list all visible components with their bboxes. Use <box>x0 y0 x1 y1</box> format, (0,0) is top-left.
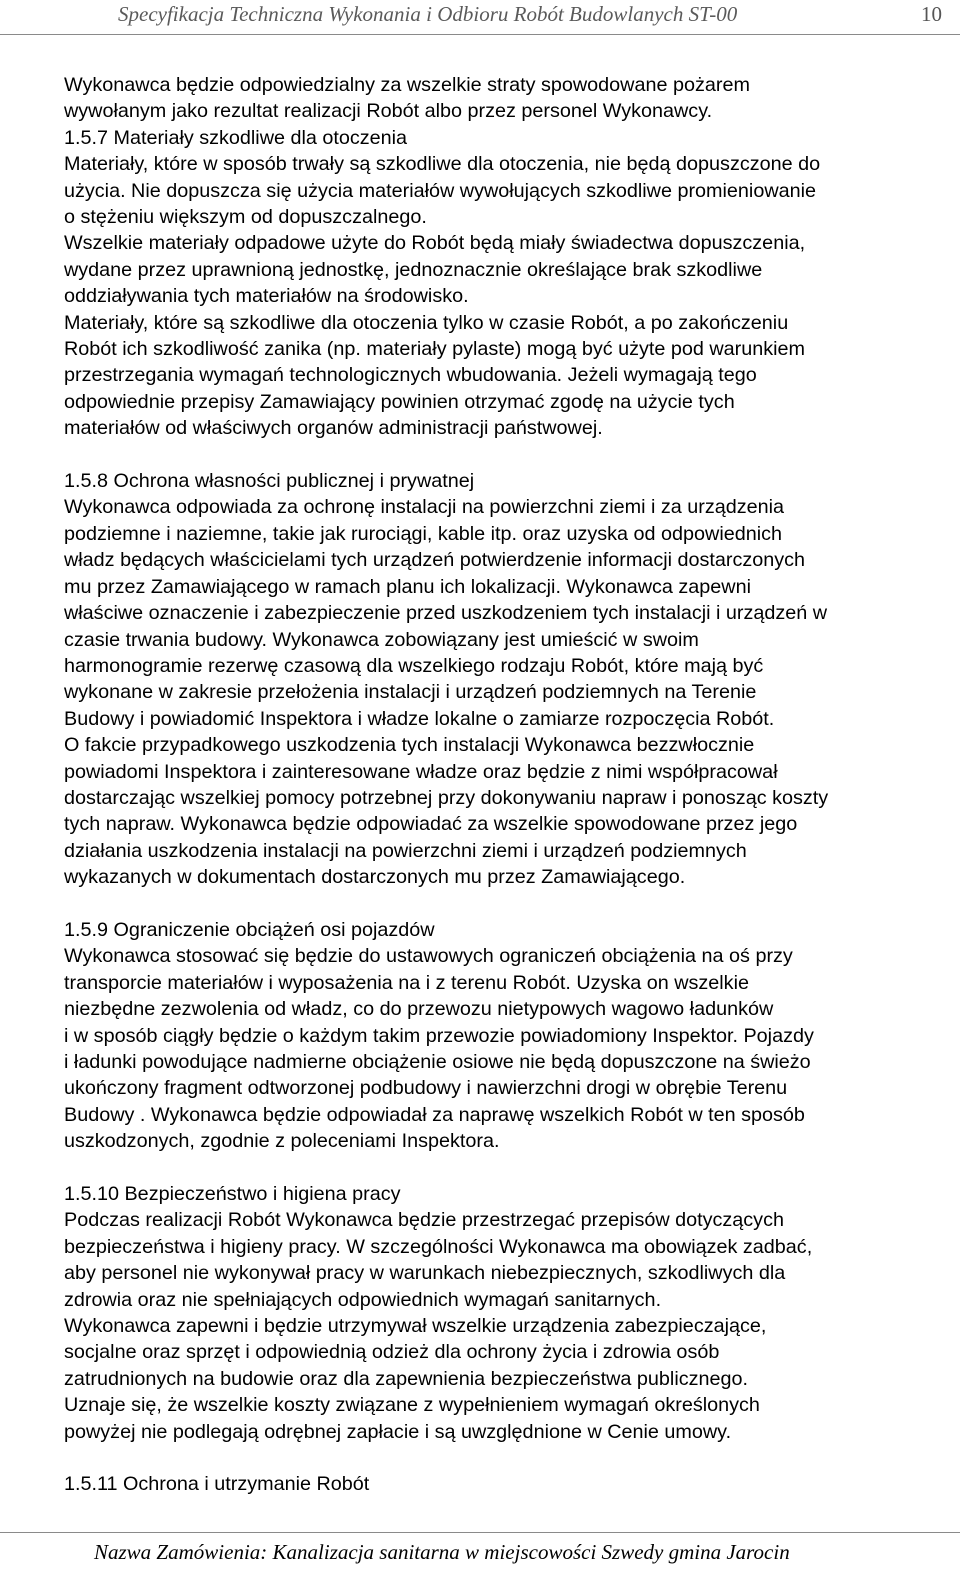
paragraph-line: Uznaje się, że wszelkie koszty związane z wypełnieniem wymagań określonych <box>64 1394 760 1417</box>
paragraph-spacer <box>64 891 958 917</box>
paragraph-line: powiadomi Inspektora i zainteresowane władze oraz będzie z nimi współpracował <box>64 760 778 783</box>
paragraph-line: ukończony fragment odtworzonej podbudowy i nawierzchni drogi w obrębie Terenu <box>64 1077 788 1100</box>
section-1-5-11 <box>64 1471 958 1497</box>
paragraph-line: Wszelkie materiały odpadowe użyte do Robót będą miały świadectwa dopuszczenia, <box>64 232 806 255</box>
paragraph-line: oddziaływania tych materiałów na środowisko. <box>64 285 469 308</box>
paragraph-line: Wykonawca odpowiada za ochronę instalacji na powierzchni ziemi i za urządzenia <box>64 496 785 519</box>
paragraph-line: powyżej nie podlegają odrębnej zapłacie i są uwzględnione w Cenie umowy. <box>64 1420 732 1443</box>
order-name: Nazwa Zamówienia: Kanalizacja sanitarna w miejscowości Szwedy gmina Jarocin <box>94 1540 790 1564</box>
page-number: 10 <box>921 2 942 26</box>
paragraph-line: i w sposób ciągły będzie o każdym takim przewozie powiadomiony Inspektor. Pojazdy <box>64 1024 814 1047</box>
paragraph-line: przestrzegania wymagań technologicznych wbudowania. Jeżeli wymagają tego <box>64 364 757 387</box>
document-title: Specyfikacja Techniczna Wykonania i Odbioru Robót Budowlanych ST-00 <box>118 2 738 26</box>
section-heading: 1.5.11 Ochrona i utrzymanie Robót <box>64 1473 370 1496</box>
paragraph-line: i ładunki powodujące nadmierne obciążenie osiowe nie będą dopuszczone na świeżo <box>64 1051 811 1073</box>
section-1-5-9 <box>64 917 958 1155</box>
section-heading: 1.5.10 Bezpieczeństwo i higiena pracy <box>64 1183 401 1206</box>
paragraph-line: użycia. Nie dopuszcza się użycia materiałów wywołujących szkodliwe promieniowanie <box>64 179 817 202</box>
paragraph-spacer <box>64 1155 958 1181</box>
paragraph-line: harmonogramie rezerwę czasową dla wszelkiego rodzaju Robót, które mają być <box>64 654 764 677</box>
paragraph-line: wykazanych w dokumentach dostarczonych mu przez Zamawiającego. <box>64 866 686 889</box>
paragraph-line: władz będących właścicielami tych urządzeń potwierdzenie informacji dostarczonych <box>64 549 806 572</box>
paragraph-line: podziemne i naziemne, takie jak rurociągi, kable itp. oraz uzyska od odpowiednich <box>64 522 783 545</box>
header-divider <box>0 34 960 35</box>
paragraph-line: Wykonawca stosować się będzie do ustawowych ograniczeń obciążenia na oś przy <box>64 945 793 968</box>
paragraph-line: Budowy . Wykonawca będzie odpowiadał za naprawę wszelkich Robót w ten sposób <box>64 1103 805 1126</box>
paragraph-line: odpowiednie przepisy Zamawiający powinien otrzymać zgodę na użycie tych <box>64 390 735 413</box>
paragraph-line: O fakcie przypadkowego uszkodzenia tych instalacji Wykonawca bezzwłocznie <box>64 734 755 757</box>
paragraph-line: tych napraw. Wykonawca będzie odpowiadać za wszelkie spowodowane przez jego <box>64 813 798 836</box>
paragraph-line: transporcie materiałów i wyposażenia na i z terenu Robót. Uzyska on wszelkie <box>64 971 749 994</box>
paragraph-line: wydane przez uprawnioną jednostkę, jednoznacznie określające brak szkodliwe <box>64 258 763 281</box>
paragraph-line: czasie trwania budowy. Wykonawca zobowiązany jest umieścić w swoim <box>64 628 699 651</box>
section-heading: 1.5.9 Ograniczenie obciążeń osi pojazdów <box>64 918 435 941</box>
paragraph-line: o stężeniu większym od dopuszczalnego. <box>64 206 427 229</box>
footer-divider <box>0 1532 960 1533</box>
paragraph-line: Robót ich szkodliwość zanika (np. materiały pylaste) mogą być użyte pod warunkiem <box>64 338 806 361</box>
page-header <box>0 0 960 36</box>
paragraph-line: Materiały, które w sposób trwały są szkodliwe dla otoczenia, nie będą dopuszczone do <box>64 153 821 176</box>
section-1-5-8 <box>64 468 958 891</box>
paragraph-line: Wykonawca zapewni i będzie utrzymywał wszelkie urządzenia zabezpieczające, <box>64 1315 767 1338</box>
paragraph-line: Budowy i powiadomić Inspektora i władze lokalne o zamiarze rozpoczęcia Robót. <box>64 707 775 730</box>
paragraph-line: wykonane w zakresie przełożenia instalacji i urządzeń podziemnych na Terenie <box>64 681 757 704</box>
section-heading: 1.5.7 Materiały szkodliwe dla otoczenia <box>64 126 408 149</box>
paragraph-line: Wykonawca będzie odpowiedzialny za wszelkie straty spowodowane pożarem <box>64 74 750 96</box>
section-1-5-10 <box>64 1181 958 1445</box>
document-body <box>64 72 958 1498</box>
paragraph-line: Podczas realizacji Robót Wykonawca będzie przestrzegać przepisów dotyczących <box>64 1209 784 1232</box>
paragraph-line: bezpieczeństwa i higieny pracy. W szczególności Wykonawca ma obowiązek zadbać, <box>64 1235 813 1258</box>
paragraph-line: działania uszkodzenia instalacji na powierzchni ziemi i urządzeń podziemnych <box>64 839 747 862</box>
paragraph-spacer <box>64 442 958 468</box>
paragraph-line: zdrowia oraz nie spełniających odpowiednich wymagań sanitarnych. <box>64 1288 662 1311</box>
paragraph-line: aby personel nie wykonywał pracy w warunkach niebezpiecznych, szkodliwych dla <box>64 1262 786 1285</box>
paragraph-line: niezbędne zezwolenia od władz, co do przewozu nietypowych wagowo ładunków <box>64 998 774 1021</box>
section-heading: 1.5.8 Ochrona własności publicznej i prywatnej <box>64 470 475 493</box>
paragraph-line: wywołanym jako rezultat realizacji Robót albo przez personel Wykonawcy. <box>64 100 713 123</box>
paragraph-spacer <box>64 1445 958 1471</box>
section-1-5-7 <box>64 72 958 442</box>
paragraph-line: zatrudnionych na budowie oraz dla zapewnienia bezpieczeństwa publicznego. <box>64 1367 748 1390</box>
paragraph-line: materiałów od właściwych organów administracji państwowej. <box>64 417 603 440</box>
paragraph-line: socjalne oraz sprzęt i odpowiednią odzież dla ochrony życia i zdrowia osób <box>64 1341 720 1364</box>
page-footer <box>0 1528 960 1569</box>
paragraph-line: Materiały, które są szkodliwe dla otoczenia tylko w czasie Robót, a po zakończeniu <box>64 311 789 334</box>
paragraph-line: uszkodzonych, zgodnie z poleceniami Inspektora. <box>64 1130 500 1153</box>
paragraph-line: właściwe oznaczenie i zabezpieczenie przed uszkodzeniem tych instalacji i urządzeń w <box>64 602 828 625</box>
paragraph-line: mu przez Zamawiającego w ramach planu ich lokalizacji. Wykonawca zapewni <box>64 575 751 598</box>
paragraph-line: dostarczając wszelkiej pomocy potrzebnej przy dokonywaniu napraw i ponosząc koszty <box>64 786 829 809</box>
